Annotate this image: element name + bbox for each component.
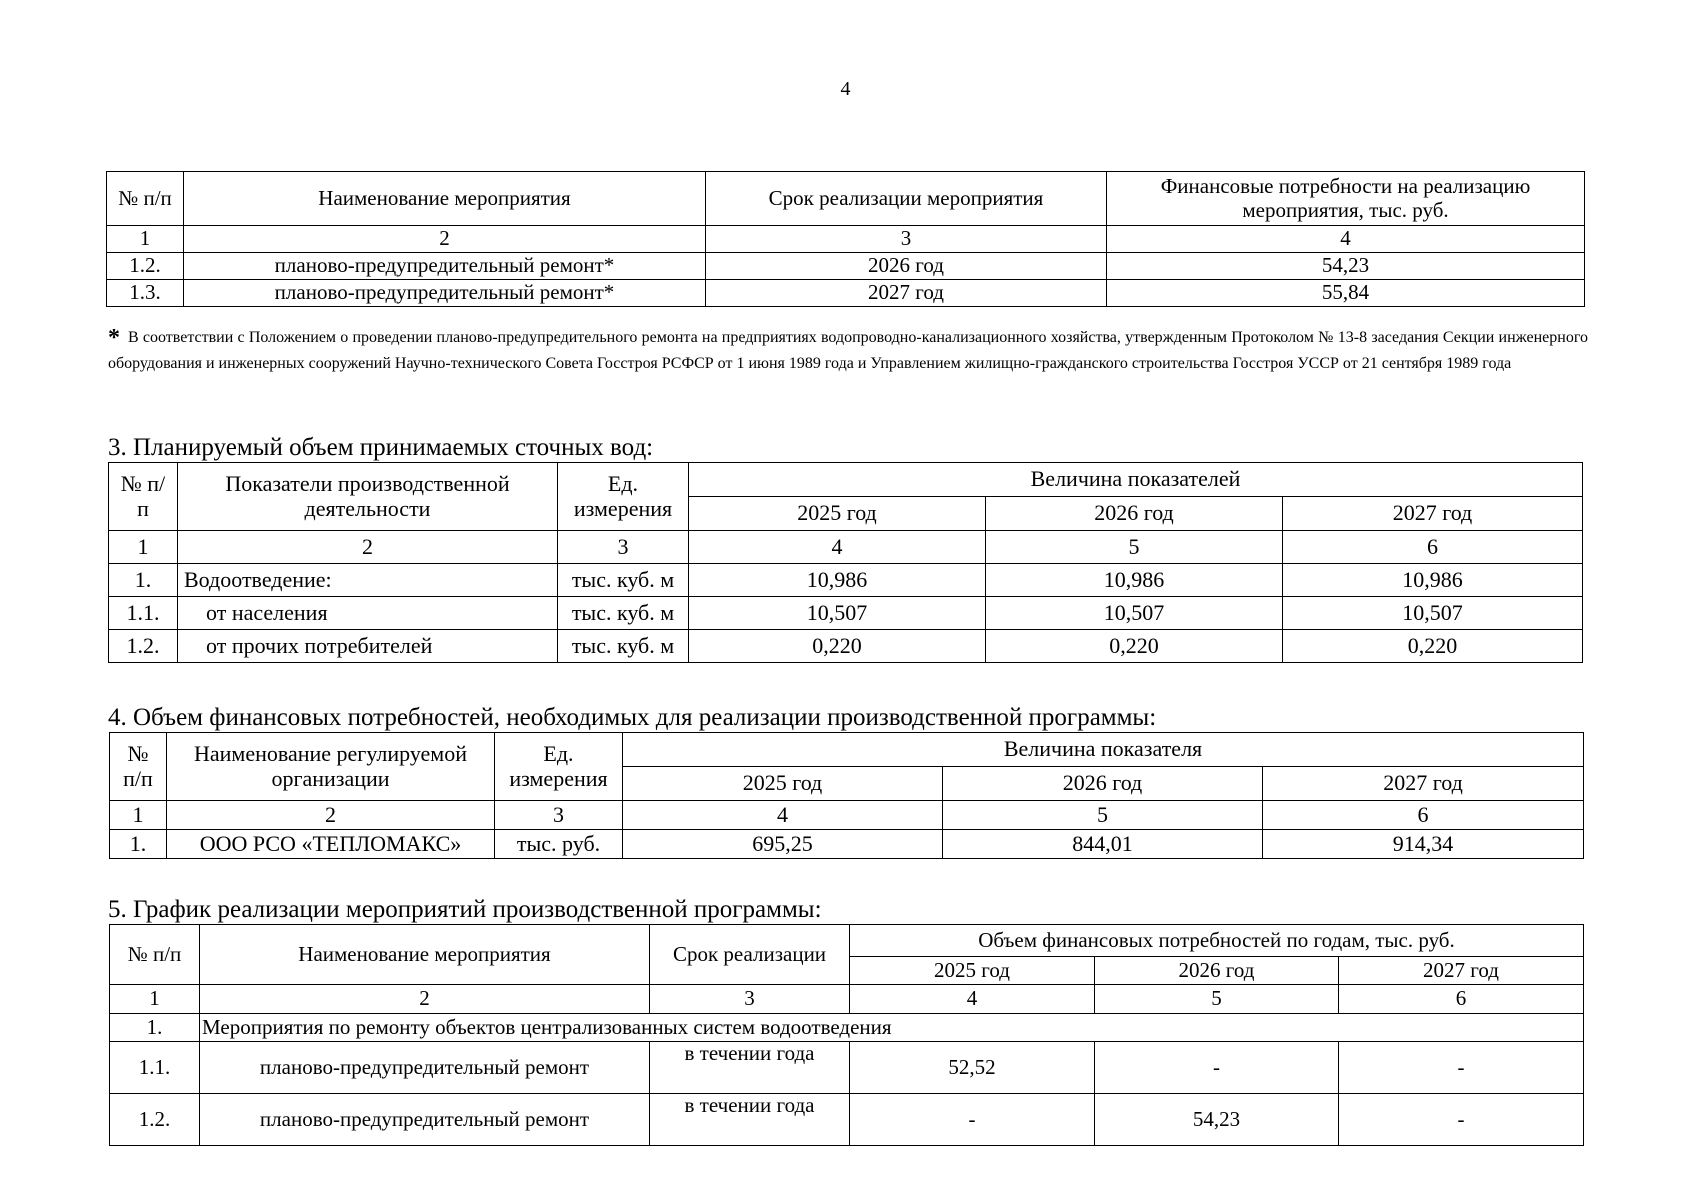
column-header-activity-name: Наименование мероприятия	[184, 172, 706, 226]
financial-needs-table	[109, 732, 1584, 859]
indicator-name: от прочих потребителей	[178, 630, 558, 663]
value-2027: 10,986	[1283, 564, 1583, 597]
index-cell: 3	[706, 226, 1107, 253]
index-cell: 5	[986, 531, 1283, 564]
value-2027: -	[1339, 1042, 1584, 1094]
indicator-name: Водоотведение:	[178, 564, 558, 597]
table-header-row	[107, 172, 1585, 226]
activity-name: планово-предупредительный ремонт	[200, 1042, 650, 1094]
index-cell: 6	[1283, 531, 1583, 564]
activity-name: планово-предупредительный ремонт	[200, 1094, 650, 1146]
activity-term: 2027 год	[706, 280, 1107, 307]
column-index-row	[109, 531, 1583, 564]
value-2025: 52,52	[850, 1042, 1095, 1094]
row-number: 1.1.	[110, 1042, 200, 1094]
table-row	[107, 280, 1585, 307]
column-header-unit: Ед. измерения	[558, 463, 689, 531]
column-header-year: 2026 год	[1095, 957, 1339, 985]
index-cell: 2	[184, 226, 706, 253]
column-header-number: № п/п	[110, 925, 200, 985]
column-header-year: 2025 год	[623, 767, 943, 801]
column-header-financial-needs: Финансовые потребности на реализацию мероприятия, тыс. руб.	[1107, 172, 1585, 226]
table-row	[109, 630, 1583, 663]
index-cell: 6	[1263, 801, 1584, 830]
column-header-group: Величина показателя	[623, 733, 1584, 767]
table-row	[107, 253, 1585, 280]
column-index-row	[110, 985, 1584, 1014]
page-number: 4	[840, 78, 851, 100]
index-cell: 1	[109, 531, 178, 564]
value-2027: 0,220	[1283, 630, 1583, 663]
index-cell: 6	[1339, 985, 1584, 1014]
column-header-year: 2027 год	[1339, 957, 1584, 985]
column-header-year: 2026 год	[986, 497, 1283, 531]
column-header-number: № п/п	[107, 172, 184, 226]
unit: тыс. руб.	[495, 830, 623, 859]
column-header-year: 2025 год	[850, 957, 1095, 985]
column-header-year: 2027 год	[1263, 767, 1584, 801]
unit: тыс. куб. м	[558, 564, 689, 597]
row-number: 1.2.	[110, 1094, 200, 1146]
activity-name: планово-предупредительный ремонт*	[184, 253, 706, 280]
column-header-year: 2026 год	[943, 767, 1263, 801]
column-header-year: 2025 год	[689, 497, 986, 531]
group-title: Мероприятия по ремонту объектов централизованных систем водоотведения	[200, 1014, 1584, 1042]
row-number: 1.	[110, 830, 167, 859]
unit: тыс. куб. м	[558, 597, 689, 630]
value-2027: 914,34	[1263, 830, 1584, 859]
row-number: 1.2.	[109, 630, 178, 663]
column-header-organization: Наименование регулируемой организации	[167, 733, 495, 801]
activity-name: планово-предупредительный ремонт*	[184, 280, 706, 307]
index-cell: 2	[200, 985, 650, 1014]
row-number: 1.	[110, 1014, 200, 1042]
value-2025: 0,220	[689, 630, 986, 663]
value-2025: -	[850, 1094, 1095, 1146]
footnote-text: В соответствии с Положением о проведении планово-предупредительного ремонта на предприятиях водопроводно-канализационного хозяйства, утвержденным Протоколом № 13-8 заседания Секции инженерного оборудования и инженерных сооружений Научно-технического Совета Госстроя РСФСР от 1 июня 1989 года и Управлением жилищно-гражданского строительства Госстроя УССР от 21 сентября 1989 года	[108, 329, 1588, 372]
value-2025: 10,986	[689, 564, 986, 597]
row-number: 1.2.	[107, 253, 184, 280]
value-2026: 10,986	[986, 564, 1283, 597]
index-cell: 4	[1107, 226, 1585, 253]
column-header-year: 2027 год	[1283, 497, 1583, 531]
row-number: 1.3.	[107, 280, 184, 307]
table-row	[109, 564, 1583, 597]
organization-name: ООО РСО «ТЕПЛОМАКС»	[167, 830, 495, 859]
value-2025: 695,25	[623, 830, 943, 859]
financial-need: 55,84	[1107, 280, 1585, 307]
index-cell: 5	[1095, 985, 1339, 1014]
index-cell: 3	[650, 985, 850, 1014]
index-cell: 2	[167, 801, 495, 830]
index-cell: 2	[178, 531, 558, 564]
column-header-term: Срок реализации мероприятия	[706, 172, 1107, 226]
wastewater-volume-table	[108, 462, 1583, 663]
implementation-schedule-table	[109, 924, 1584, 1146]
index-cell: 4	[689, 531, 986, 564]
activity-term: в течении года	[650, 1094, 850, 1146]
table-row	[110, 1042, 1584, 1094]
value-2026: 10,507	[986, 597, 1283, 630]
index-cell: 1	[110, 985, 200, 1014]
column-header-activity-name: Наименование мероприятия	[200, 925, 650, 985]
table-row	[110, 1094, 1584, 1146]
section-4-title: 4. Объем финансовых потребностей, необходимых для реализации производственной программы:	[108, 704, 1157, 731]
column-index-row	[107, 226, 1585, 253]
row-number: 1.1.	[109, 597, 178, 630]
table-row	[109, 597, 1583, 630]
row-number: 1.	[109, 564, 178, 597]
index-cell: 1	[107, 226, 184, 253]
financial-need: 54,23	[1107, 253, 1585, 280]
index-cell: 4	[850, 985, 1095, 1014]
footnote-marker: *	[108, 325, 120, 351]
activity-term: в течении года	[650, 1042, 850, 1094]
indicator-name: от населения	[178, 597, 558, 630]
index-cell: 3	[495, 801, 623, 830]
footnote	[108, 325, 1588, 376]
index-cell: 4	[623, 801, 943, 830]
value-2026: 54,23	[1095, 1094, 1339, 1146]
column-header-group: Величина показателей	[689, 463, 1583, 497]
value-2027: 10,507	[1283, 597, 1583, 630]
group-row	[110, 1014, 1584, 1042]
value-2026: 844,01	[943, 830, 1263, 859]
column-header-number: № п/п	[110, 733, 167, 801]
index-cell: 1	[110, 801, 167, 830]
value-2025: 10,507	[689, 597, 986, 630]
column-header-indicator: Показатели производственной деятельности	[178, 463, 558, 531]
section-3-title: 3. Планируемый объем принимаемых сточных вод:	[108, 434, 654, 461]
table-row	[110, 830, 1584, 859]
index-cell: 3	[558, 531, 689, 564]
unit: тыс. куб. м	[558, 630, 689, 663]
value-2027: -	[1339, 1094, 1584, 1146]
index-cell: 5	[943, 801, 1263, 830]
value-2026: 0,220	[986, 630, 1283, 663]
column-header-number: № п/п	[109, 463, 178, 531]
value-2026: -	[1095, 1042, 1339, 1094]
section-5-title: 5. График реализации мероприятий производственной программы:	[108, 896, 822, 923]
column-header-term: Срок реализации	[650, 925, 850, 985]
activity-term: 2026 год	[706, 253, 1107, 280]
column-header-unit: Ед. измерения	[495, 733, 623, 801]
activities-continuation-table	[106, 171, 1585, 307]
column-index-row	[110, 801, 1584, 830]
column-header-group: Объем финансовых потребностей по годам, тыс. руб.	[850, 925, 1584, 957]
